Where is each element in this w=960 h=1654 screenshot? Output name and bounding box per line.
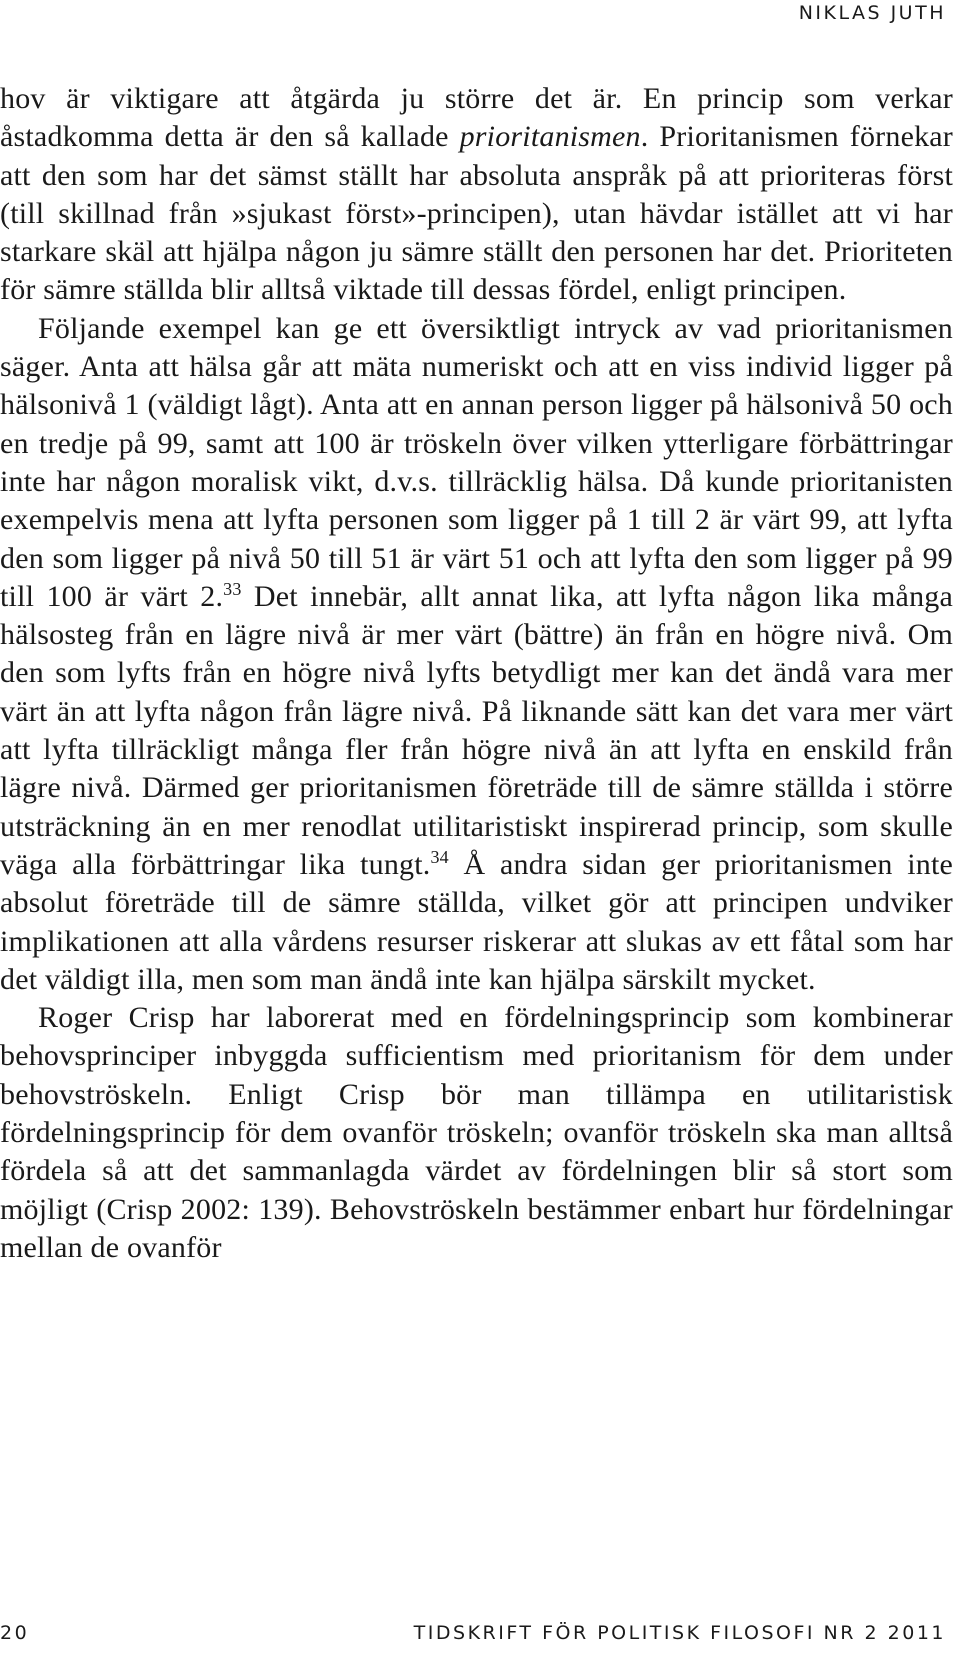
page-number: 20 [0,1622,30,1644]
paragraph-1 [0,80,953,310]
text-run: Å andra sidan ger prioritanismen inte absolut företräde till de sämre ställda, vilket gör att principen undviker implikationen att alla vårdens resurser riskerar att slukas av ett fåtal som har det väldigt illa, men som man ändå inte kan hjälpa särskilt mycket. [0,847,954,996]
paragraph-2 [0,310,953,999]
journal-name: TIDSKRIFT FÖR POLITISK FILOSOFI NR 2 2011 [413,1622,946,1644]
footnote-ref-33[interactable]: 33 [223,578,242,599]
text-run: Följande exempel kan ge ett översiktligt intryck av vad prioritanismen säger. Anta att hälsa går att mäta numeriskt och att en viss individ ligger på hälsonivå 1 (väldigt lågt). Anta att en annan person ligger på hälsonivå 50 och en tredje på 99, samt att 100 är tröskeln över vilken ytterligare förbättringar inte har någon moralisk vikt, d.v.s. tillräcklig hälsa. Då kunde prioritanisten exempelvis mena att lyfta personen som ligger på 1 till 2 är värt 99, att lyfta den som ligger på nivå 50 till 51 är värt 51 och att lyfta den som ligger på 99 till 100 är värt 2. [0,311,953,613]
running-head: NIKLAS JUTH [798,2,946,24]
italic-term: prioritanismen [459,120,641,154]
footnote-ref-34[interactable]: 34 [430,846,449,867]
text-run: . Prioritanismen förnekar att den som har det sämst ställt har absoluta anspråk på att prioriteras först (till skillnad från »sjukast först»-principen), utan hävdar istället att vi har starkare skäl att hjälpa någon ju sämre ställt den personen har det. Prioriteten för sämre ställda blir alltså viktade till dessas fördel, enligt principen. [0,120,953,307]
body-text [0,80,953,1267]
text-run: Roger Crisp har laborerat med en fördelningsprincip som kombinerar behovsprinciper inbyggda sufficientism med prioritanism för dem under behovströskeln. Enligt Crisp bör man tillämpa en utilitaristisk fördelningsprincip för dem ovanför tröskeln; ovanför tröskeln ska man alltså fördela så att det sammanlagda värdet av fördelningen blir så stort som möjligt (Crisp 2002: 139). Behovströskeln bestämmer enbart hur fördelningar mellan de ovanför [0,1001,953,1264]
page-footer [0,1622,946,1644]
paragraph-3 [0,999,953,1267]
text-run: Det innebär, allt annat lika, att lyfta någon lika många hälsosteg från en lägre nivå är mer värt (bättre) än från en högre nivå. Om den som lyfts från en högre nivå lyfts betydligt mer kan det ändå vara mer värt än att lyfta någon från lägre nivå. På liknande sätt kan det vara mer värt att lyfta tillräckligt många fler från högre nivå än att lyfta en enskild från lägre nivå. Därmed ger prioritanismen företräde till de sämre ställda i större utsträckning än en mer renodlat utilitaristiskt inspirerad princip, som skulle väga alla förbättringar lika tungt. [0,579,953,881]
text-run: hov är viktigare att åtgärda ju större det är. En princip som verkar åstadkomma detta är den så kallade [0,82,953,154]
